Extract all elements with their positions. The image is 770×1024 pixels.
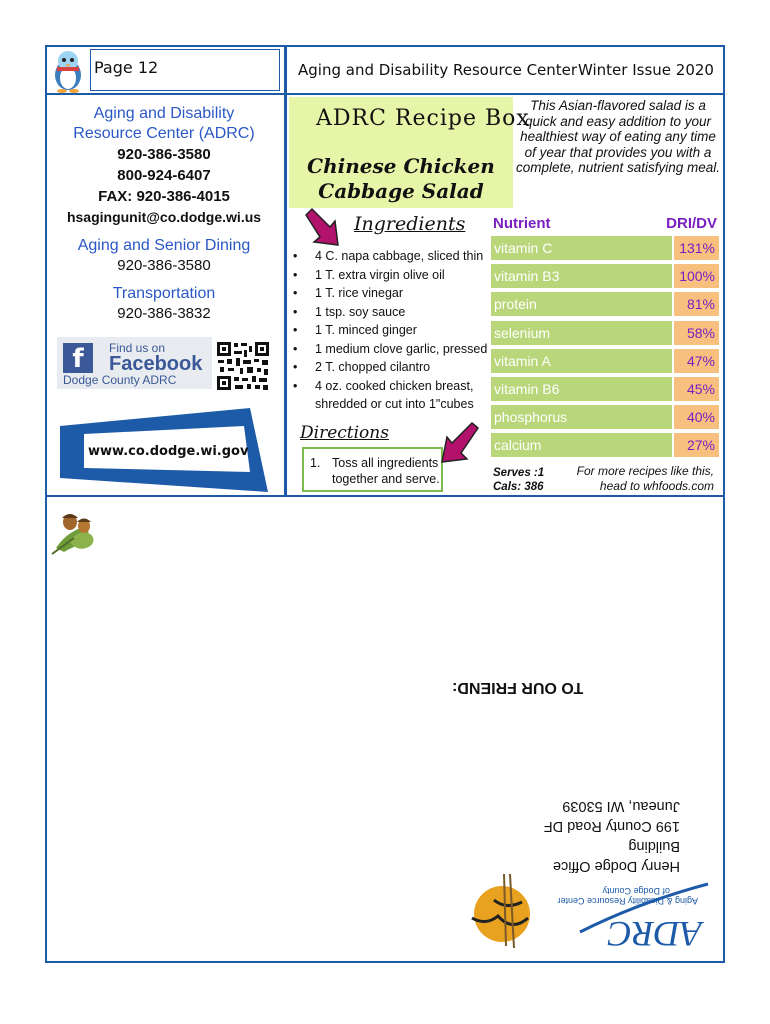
serves-count: Serves :1: [493, 467, 545, 479]
facebook-county: Dodge County ADRC: [63, 373, 177, 387]
ingredient-item: • 4 C. napa cabbage, sliced thin: [291, 247, 491, 266]
ingredient-item: • 4 oz. cooked chicken breast, shredded or cut into 1"cubes: [291, 377, 491, 414]
more-recipes-line1: For more recipes like this,: [576, 464, 714, 478]
table-row: [491, 234, 719, 262]
nutrient-name: vitamin B6: [491, 377, 672, 401]
table-row: [491, 290, 719, 318]
contact-info: [48, 104, 280, 324]
dri-column-header: DRI/DV: [666, 215, 717, 232]
more-recipes: [560, 464, 714, 494]
table-row: [491, 262, 719, 290]
address-line3: Juneau, WI 53039: [562, 798, 680, 814]
recipe-name-line2: Cabbage Salad: [318, 179, 484, 203]
nutrient-name: protein: [491, 292, 672, 316]
nutrient-value: 81%: [674, 292, 719, 316]
ingredient-item: • 1 T. extra virgin olive oil: [291, 266, 491, 285]
acorn-leaves-icon: [50, 508, 102, 556]
transport-title: Transportation: [112, 285, 216, 302]
nutrient-name: calcium: [491, 433, 672, 457]
facebook-icon: f: [63, 343, 93, 373]
facebook-badge[interactable]: [57, 337, 212, 389]
nutrient-name: phosphorus: [491, 405, 672, 429]
arrow-down-right-icon: [304, 207, 342, 247]
adrc-name-line1: Aging and Disability: [93, 105, 235, 122]
penguin-icon: [47, 47, 89, 93]
header-divider: [45, 93, 725, 95]
direction-number: 1.: [310, 456, 321, 470]
facebook-find-label: Find us on: [109, 341, 166, 355]
arrow-down-left-icon: [438, 422, 480, 464]
return-address: [500, 796, 680, 876]
recipe-box-title: ADRC Recipe Box: [316, 106, 530, 131]
nutrient-value: 131%: [674, 236, 719, 260]
adrc-logo-mark: ADRC: [608, 914, 702, 954]
ingredient-item: • 1 tsp. soy sauce: [291, 303, 491, 322]
serves-info: [493, 466, 544, 494]
to-friend-label: TO OUR FRIEND:: [452, 679, 584, 696]
nutrient-name: vitamin B3: [491, 264, 672, 288]
nutrient-name: selenium: [491, 321, 672, 345]
website-link[interactable]: www.co.dodge.wi.gov: [88, 444, 249, 459]
adrc-name-line2: Resource Center (ADRC): [73, 125, 255, 142]
half-divider: [45, 495, 725, 497]
ingredient-item: • 1 medium clove garlic, pressed: [291, 340, 491, 359]
nutrient-value: 27%: [674, 433, 719, 457]
address-line1: Henry Dodge Office Building: [552, 838, 680, 874]
ingredients-heading: Ingredients: [354, 213, 466, 235]
adrc-phone1: 920-386-3580: [117, 146, 211, 163]
more-recipes-line2[interactable]: head to whfoods.com: [599, 479, 714, 493]
direction-text: Toss all ingredients together and serve.: [332, 456, 440, 486]
nutrient-table-header: [493, 215, 719, 233]
address-line2: 199 County Road DF: [543, 818, 680, 834]
dining-title: Aging and Senior Dining: [77, 237, 251, 254]
issue-label: Winter Issue 2020: [578, 61, 714, 79]
table-row: [491, 375, 719, 403]
adrc-logo-line2: of Dodge County: [602, 886, 670, 896]
recipe-intro: This Asian-flavored salad is a quick and easy addition to your healthiest way of eating any time of year that provides you with a complete, nutrient satisfying meal.: [515, 98, 721, 175]
qr-code-icon[interactable]: [216, 341, 270, 391]
nutrient-name: vitamin C: [491, 236, 672, 260]
nutrient-name: vitamin A: [491, 349, 672, 373]
nutrient-value: 58%: [674, 321, 719, 345]
recipe-name-line1: Chinese Chicken: [307, 154, 495, 178]
nutrient-table: [491, 234, 719, 460]
table-row: [491, 347, 719, 375]
facebook-name: Facebook: [109, 353, 203, 375]
ingredient-item: • 2 T. chopped cilantro: [291, 358, 491, 377]
directions-heading: Directions: [300, 423, 389, 443]
table-row: [491, 431, 719, 459]
nutrient-column-header: Nutrient: [493, 215, 551, 232]
recipe-name: [291, 154, 511, 204]
table-row: [491, 403, 719, 431]
adrc-logo: [460, 872, 710, 962]
adrc-fax: FAX: 920-386-4015: [98, 188, 230, 205]
transport-phone: 920-386-3832: [117, 305, 211, 322]
nutrient-value: 40%: [674, 405, 719, 429]
nutrient-value: 100%: [674, 264, 719, 288]
dining-phone: 920-386-3580: [117, 257, 211, 274]
table-row: [491, 319, 719, 347]
ingredient-item: • 1 T. rice vinegar: [291, 284, 491, 303]
page-number: Page 12: [94, 58, 159, 77]
ingredients-list: [291, 247, 491, 414]
adrc-email[interactable]: hsagingunit@co.dodge.wi.us: [66, 209, 262, 225]
ingredient-item: • 1 T. minced ginger: [291, 321, 491, 340]
directions-box: [302, 447, 443, 492]
calories: Cals: 386: [493, 481, 544, 493]
nutrient-value: 45%: [674, 377, 719, 401]
adrc-phone2: 800-924-6407: [117, 167, 211, 184]
column-divider: [284, 45, 287, 496]
newsletter-title: Aging and Disability Resource Center: [298, 61, 578, 79]
nutrient-value: 47%: [674, 349, 719, 373]
adrc-logo-line1: Aging & Disability Resource Center: [557, 896, 698, 906]
